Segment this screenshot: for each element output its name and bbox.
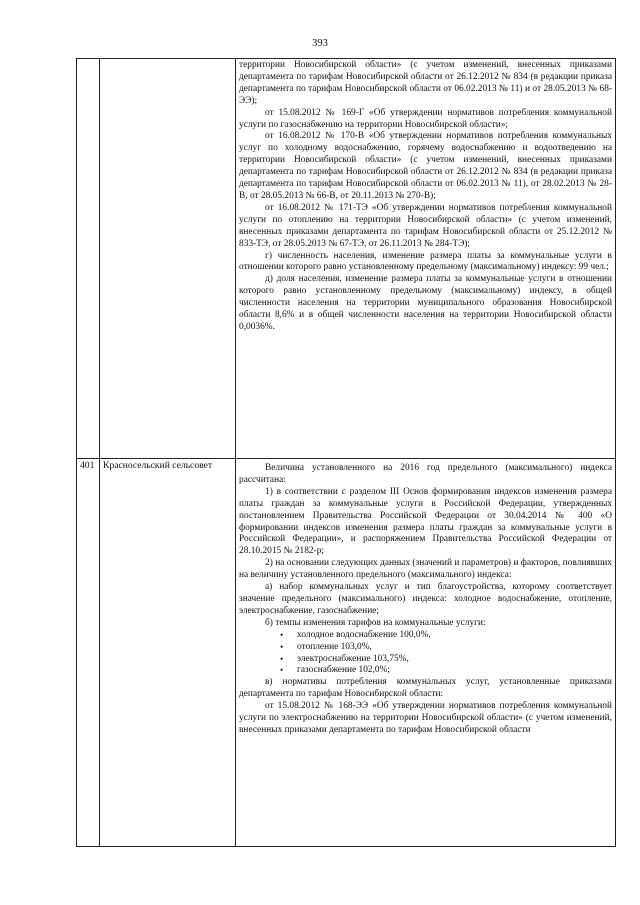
paragraph: 1) в соответствии с разделом III Основ формирования индексов изменения размера платы граждан за коммунальные услуги в Российской Федерации, утвержденных постановлением Правительства Российской Федерации от 30.04.2014 № 400 «О формировании индексов изменения размера платы граждан за коммунальные услуги в Российской Федерации», и распоряжением Правительства Российской Федерации от 28.10.2015 № 2182-р; [239, 486, 612, 557]
paragraph: от 16.08.2012 № 171-ТЭ «Об утверждении нормативов потребления коммунальной услуги по отоплению на территории Новосибирской области» (с учетом изменений, внесенных приказами департамента по тарифам Новосибирской области от 25.12.2012 № 833-ТЭ, от 28.05.2013 № 67-ТЭ, от 26.11.2013 № 284-ТЭ); [239, 202, 612, 249]
bullet-icon: • [280, 665, 284, 676]
paragraph: территории Новосибирской области» (с учетом изменений, внесенных приказами департамента по тарифам Новосибирской области от 26.12.2012 № 834 (в редакции приказа департамента по тарифам Новосибирской области от 06.02.2013 № 11) и от 28.05.2013 № 68-ЭЭ); [239, 60, 612, 106]
paragraph: в) нормативы потребления коммунальных услуг, установленные приказами департамента по тарифам Новосибирской области: [239, 677, 612, 700]
row-number-cell: 401 [77, 459, 100, 847]
list-item-text: газоснабжение 102,0%; [297, 665, 391, 676]
bullet-icon: • [280, 641, 284, 652]
list-item-text: электроснабжение 103,75%, [297, 653, 409, 664]
table-row [77, 59, 616, 459]
paragraph: 2) на основании следующих данных (значений и параметров) и факторов, повлиявших на величину установленного предельного (максимального) индекса: [239, 558, 612, 581]
paragraph: от 15.08.2012 № 168-ЭЭ «Об утверждении нормативов потребления коммунальной услуги по электроснабжению на территории Новосибирской области» (с учетом изменений, внесенных приказами департамента по тарифам Новосибирской области [239, 701, 612, 735]
table-row [77, 459, 616, 847]
list-item [280, 665, 612, 677]
paragraph: г) численность населения, изменение размера платы за коммунальные услуги в отношении которого равно установленному предельному (максимальному) индексу: 99 чел.; [239, 250, 612, 273]
page-number: 393 [312, 38, 328, 49]
paragraph: Величина установленного на 2016 год предельного (максимального) индекса рассчитана: [239, 463, 612, 485]
list-item-text: холодное водоснабжение 100,0%, [297, 629, 431, 640]
paragraph: б) темпы изменения тарифов на коммунальные услуги: [265, 617, 486, 628]
document-table [76, 58, 616, 847]
paragraph: д) доля населения, изменение размера платы за коммунальные услуги в отношении которого равно установленному предельному (максимальному) индексу, в общей численности населения на территории муниципального образования Новосибирской области 8,6% и в общей численности населения на территории Новосибирской области 0,0036%. [239, 274, 612, 332]
municipality-name-cell: Красносельский сельсовет [100, 459, 236, 847]
row-number-cell [77, 59, 100, 459]
list-item [280, 641, 612, 654]
description-cell [236, 59, 616, 459]
description-cell [236, 459, 616, 847]
list-item [280, 653, 612, 666]
paragraph: а) набор коммунальных услуг и тип благоустройства, которому соответствует значение предельного (максимального) индекса: холодное водоснабжение, отопление, электроснабжение, газоснабжение; [239, 582, 612, 616]
paragraph: от 16.08.2012 № 170-В «Об утверждении нормативов потребления коммунальных услуг по холодному водоснабжению, горячему водоснабжению и водоотведению на территории Новосибирской области» (с учетом изменений, внесенных приказами департамента по тарифам Новосибирской области от 26.12.2012 № 834 (в редакции приказа департамента по тарифам Новосибирской области от 06.02.2013 № 11), от 28.02.2013 № 28-В, от 28.05.2013 № 66-В, от 20.11.2013 № 270-В); [239, 131, 612, 201]
list-item-text: отопление 103,0%, [297, 641, 372, 652]
paragraph: от 15.08.2012 № 169-Г «Об утверждении нормативов потребления коммунальной услуги по газоснабжению на территории Новосибирской области»; [239, 107, 612, 130]
list-item [280, 629, 612, 642]
municipality-name-cell [100, 59, 236, 459]
bullet-icon: • [280, 629, 284, 640]
tariff-rate-list [239, 630, 612, 678]
bullet-icon: • [280, 653, 284, 664]
